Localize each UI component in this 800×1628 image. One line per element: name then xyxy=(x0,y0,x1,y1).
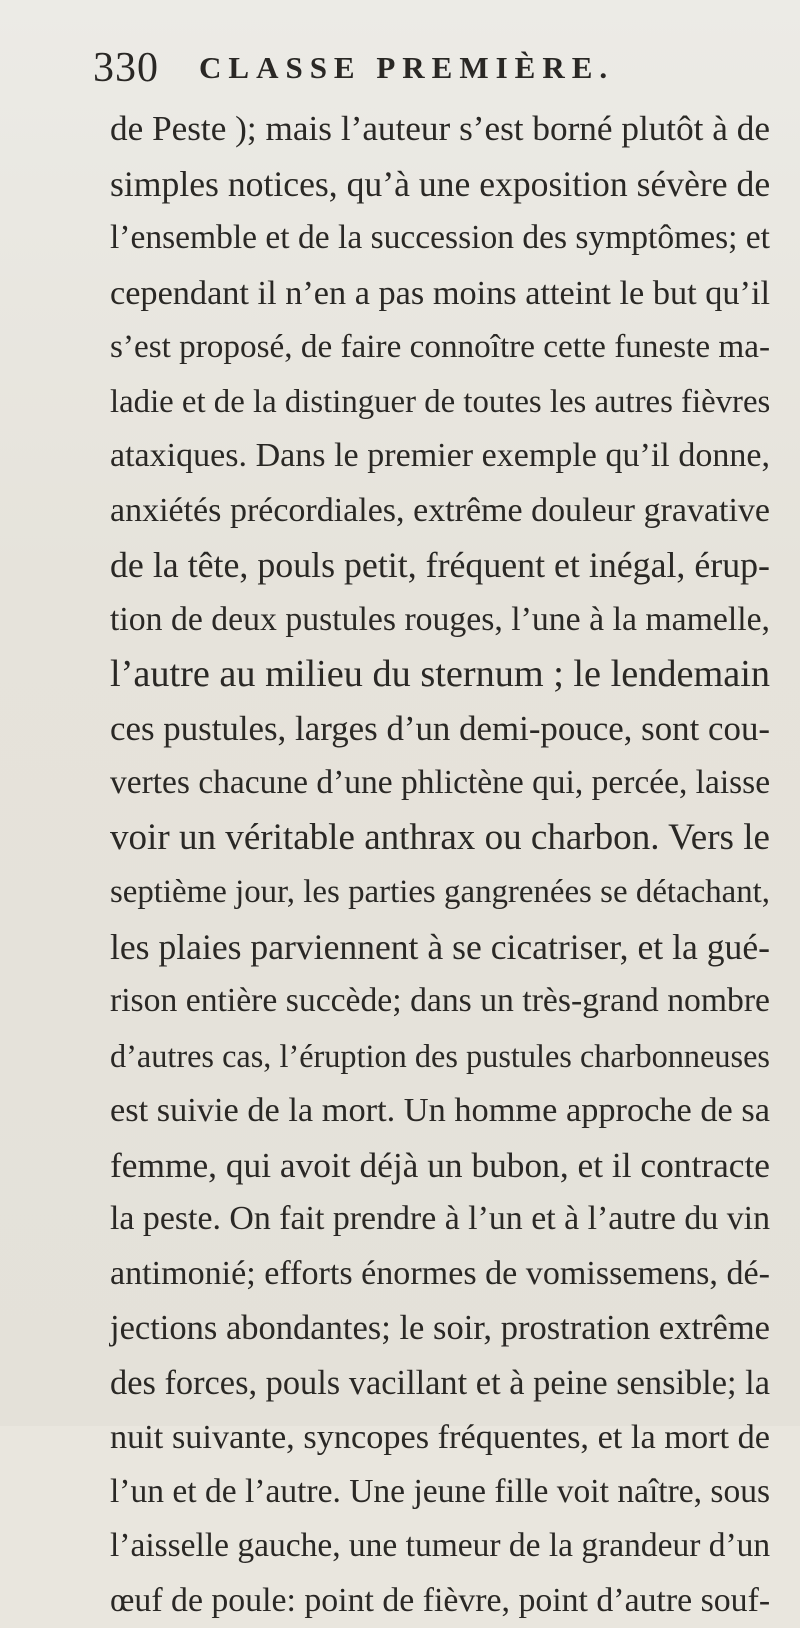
text-line: est suivie de la mort. Un homme approche de sa xyxy=(110,1083,770,1138)
text-line: ces pustules, larges d’un demi-pouce, sont cou- xyxy=(110,702,770,757)
text-line: des forces, pouls vacillant et à peine sensible; la xyxy=(110,1356,770,1411)
text-line: l’un et de l’autre. Une jeune fille voit naître, sous xyxy=(110,1465,770,1520)
text-line: de la tête, pouls petit, fréquent et inégal, érup- xyxy=(110,538,770,593)
text-line: vertes chacune d’une phlictène qui, percée, laisse xyxy=(110,756,770,811)
running-head: CLASSE PREMIÈRE. xyxy=(199,50,614,86)
body-text xyxy=(110,102,770,1628)
text-line: l’ensemble et de la succession des symptômes; et xyxy=(110,211,770,266)
text-line: la peste. On fait prendre à l’un et à l’autre du vin xyxy=(110,1192,770,1247)
text-line: anxiétés précordiales, extrême douleur gravative xyxy=(110,484,770,539)
text-line: rison entière succède; dans un très-grand nombre xyxy=(110,974,770,1029)
text-line: ataxiques. Dans le premier exemple qu’il donne, xyxy=(110,429,770,484)
text-line: septième jour, les parties gangrenées se détachant, xyxy=(110,865,770,920)
text-line: l’aisselle gauche, une tumeur de la grandeur d’un xyxy=(110,1519,770,1574)
text-line: jections abondantes; le soir, prostration extrême xyxy=(110,1301,770,1356)
text-line: ladie et de la distinguer de toutes les autres fièvres xyxy=(110,375,770,430)
text-line: antimonié; efforts énormes de vomissemens, dé- xyxy=(110,1247,770,1302)
text-line: l’autre au milieu du sternum ; le lendemain xyxy=(110,647,770,702)
page-number: 330 xyxy=(93,44,159,92)
text-line: cependant il n’en a pas moins atteint le but qu’il xyxy=(110,266,770,321)
text-line: œuf de poule: point de fièvre, point d’autre souf- xyxy=(110,1574,770,1628)
text-line: s’est proposé, de faire connoître cette funeste ma- xyxy=(110,320,770,375)
text-line: d’autres cas, l’éruption des pustules charbonneuses xyxy=(110,1029,770,1084)
text-line: de Peste ); mais l’auteur s’est borné plutôt à de xyxy=(110,102,770,157)
page-header xyxy=(93,44,614,92)
text-line: simples notices, qu’à une exposition sévère de xyxy=(110,157,770,212)
text-line: femme, qui avoit déjà un bubon, et il contracte xyxy=(110,1138,770,1193)
text-line: les plaies parviennent à se cicatriser, et la gué- xyxy=(110,920,770,975)
text-line: tion de deux pustules rouges, l’une à la mamelle, xyxy=(110,593,770,648)
text-line: nuit suivante, syncopes fréquentes, et la mort de xyxy=(110,1410,770,1465)
text-line: voir un véritable anthrax ou charbon. Vers le xyxy=(110,811,770,866)
